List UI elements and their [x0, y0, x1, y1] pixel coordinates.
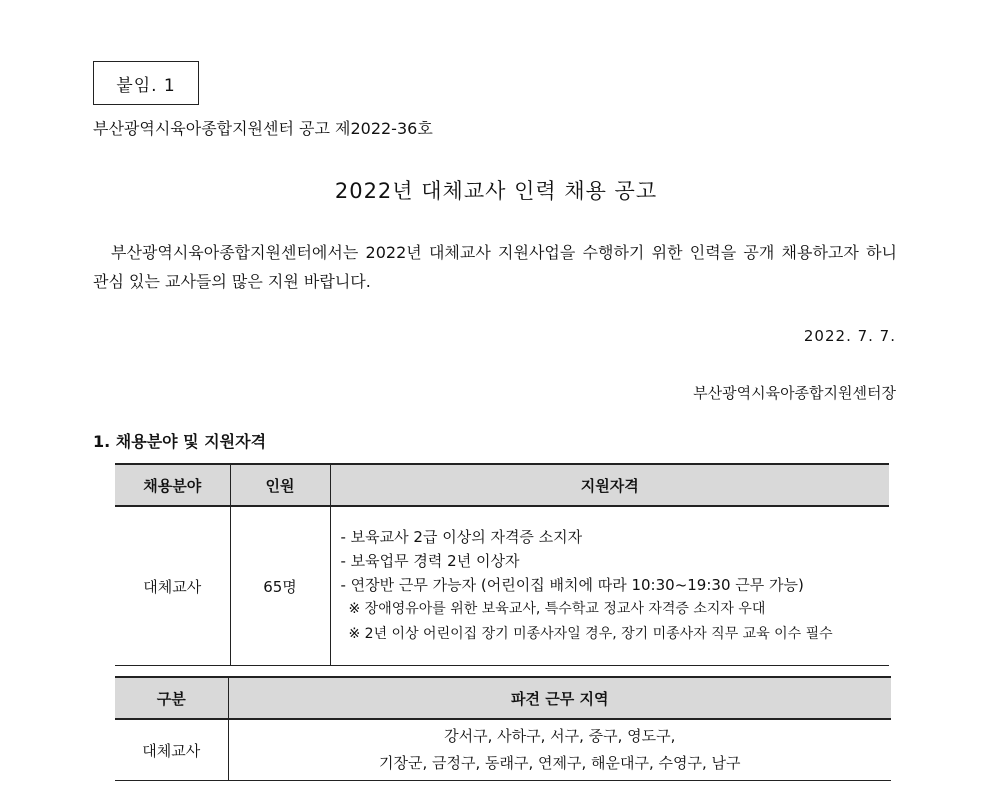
section-heading-1: 1. 채용분야 및 지원자격 — [93, 432, 267, 451]
table-row — [115, 719, 891, 781]
signer: 부산광역시육아종합지원센터장 — [693, 384, 896, 402]
training-note: ※ 2년 이상 어린이집 장기 미종사자일 경우, 장기 미종사자 직무 교육 이수 필수 — [348, 626, 833, 642]
table-header-row — [115, 464, 889, 506]
header-category: 구분 — [115, 677, 228, 719]
table-row — [115, 506, 889, 666]
notice-date: 2022. 7. 7. — [803, 327, 896, 345]
header-qualification: 지원자격 — [330, 464, 889, 506]
requirement-item: - 연장반 근무 가능자 (어린이집 배치에 따라 10:30~19:30 근무 가능) — [340, 576, 804, 594]
requirement-item: - 보육교사 2급 이상의 자격증 소지자 — [340, 528, 583, 546]
dispatch-area-table — [115, 676, 891, 781]
qualification-cell — [330, 506, 889, 666]
table-header-row — [115, 677, 891, 719]
attachment-label-box — [93, 61, 199, 105]
recruitment-table — [115, 463, 889, 666]
notice-number: 부산광역시육아종합지원센터 공고 제2022-36호 — [93, 119, 433, 138]
header-dispatch-area: 파견 근무 지역 — [228, 677, 891, 719]
header-count: 인원 — [230, 464, 330, 506]
area-cell — [228, 719, 891, 781]
area-line: 기장군, 금정구, 동래구, 연제구, 해운대구, 수영구, 남구 — [378, 754, 741, 772]
area-line: 강서구, 사하구, 서구, 중구, 영도구, — [444, 727, 676, 745]
intro-paragraph: 부산광역시육아종합지원센터에서는 2022년 대체교사 지원사업을 수행하기 위한 인력을 공개 채용하고자 하니 관심 있는 교사들의 많은 지원 바랍니다. — [93, 243, 897, 291]
preference-note: ※ 장애영유아를 위한 보육교사, 특수학교 정교사 자격증 소지자 우대 — [348, 601, 766, 617]
requirement-item: - 보육업무 경력 2년 이상자 — [340, 552, 520, 570]
count-cell: 65명 — [230, 506, 330, 666]
field-cell: 대체교사 — [115, 506, 230, 666]
attachment-label: 붙임. 1 — [116, 75, 176, 96]
header-field: 채용분야 — [115, 464, 230, 506]
document-title: 2022년 대체교사 인력 채용 공고 — [334, 179, 658, 203]
field-cell: 대체교사 — [115, 719, 228, 781]
